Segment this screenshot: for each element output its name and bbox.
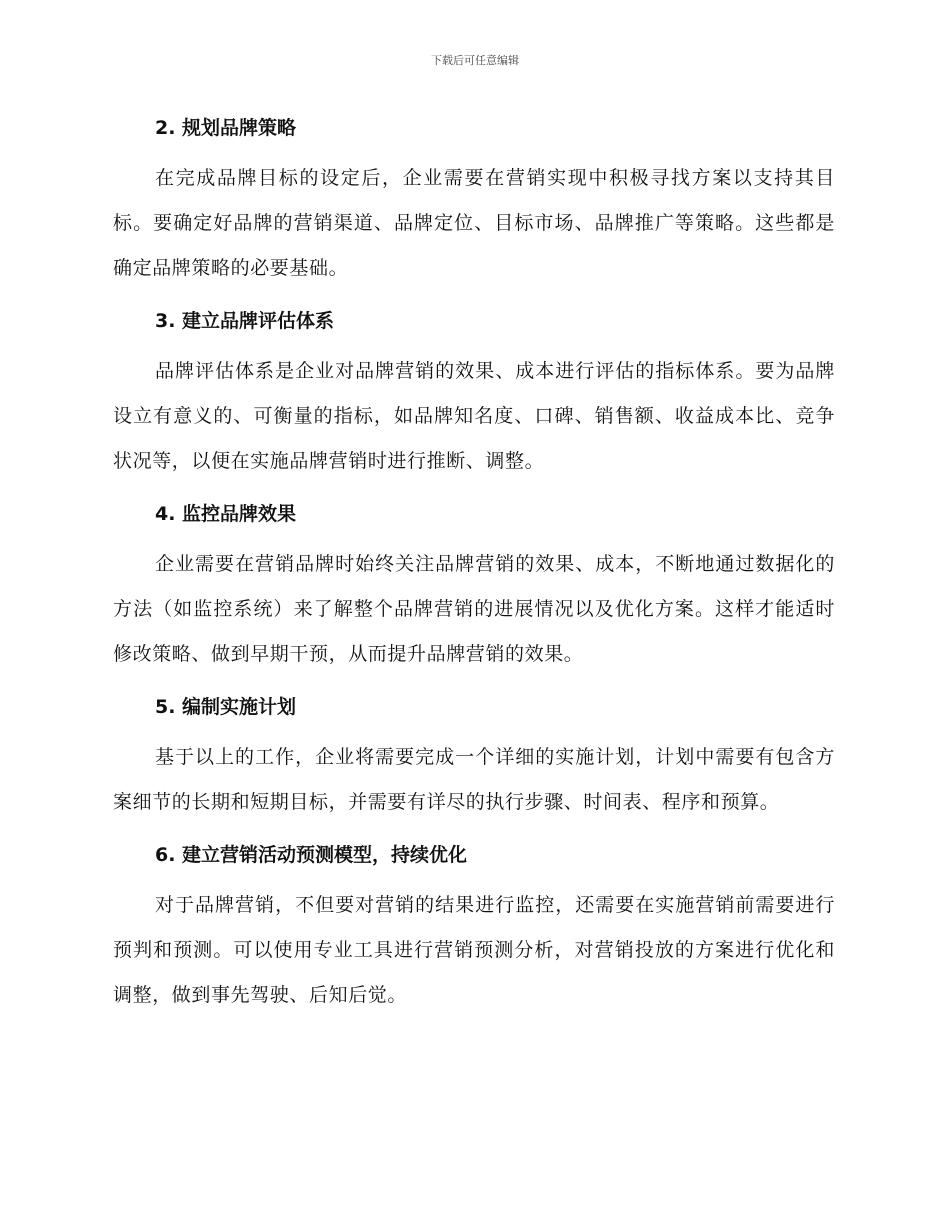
- page-header-note: 下载后可任意编辑: [431, 54, 519, 67]
- section-forecast-model: [113, 837, 835, 1018]
- document-content: [113, 110, 835, 1030]
- section-heading: 3. 建立品牌评估体系: [155, 310, 335, 332]
- section-paragraph: 基于以上的工作，企业将需要完成一个详细的实施计划，计划中需要有包含方案细节的长期和短期目标，并需要有详尽的执行步骤、时间表、程序和预算。: [113, 746, 835, 813]
- section-brand-evaluation-system: [113, 303, 835, 484]
- section-paragraph: 对于品牌营销，不但要对营销的结果进行监控，还需要在实施营销前需要进行预判和预测。可以使用专业工具进行营销预测分析，对营销投放的方案进行优化和调整，做到事先驾驶、后知后觉。: [113, 894, 835, 1006]
- section-heading: 4. 监控品牌效果: [155, 503, 297, 525]
- section-monitor-brand-effect: [113, 496, 835, 677]
- section-heading: 6. 建立营销活动预测模型，持续优化: [155, 844, 468, 866]
- section-plan-brand-strategy: [113, 110, 835, 291]
- section-implementation-plan: [113, 689, 835, 825]
- section-paragraph: 品牌评估体系是企业对品牌营销的效果、成本进行评估的指标体系。要为品牌设立有意义的、可衡量的指标，如品牌知名度、口碑、销售额、收益成本比、竞争状况等，以便在实施品牌营销时进行推断、调整。: [113, 360, 835, 472]
- section-paragraph: 在完成品牌目标的设定后，企业需要在营销实现中积极寻找方案以支持其目标。要确定好品牌的营销渠道、品牌定位、目标市场、品牌推广等策略。这些都是确定品牌策略的必要基础。: [113, 167, 835, 279]
- section-paragraph: 企业需要在营销品牌时始终关注品牌营销的效果、成本，不断地通过数据化的方法（如监控系统）来了解整个品牌营销的进展情况以及优化方案。这样才能适时修改策略、做到早期干预，从而提升品牌营销的效果。: [113, 553, 835, 665]
- section-heading: 2. 规划品牌策略: [155, 117, 297, 139]
- section-heading: 5. 编制实施计划: [155, 696, 297, 718]
